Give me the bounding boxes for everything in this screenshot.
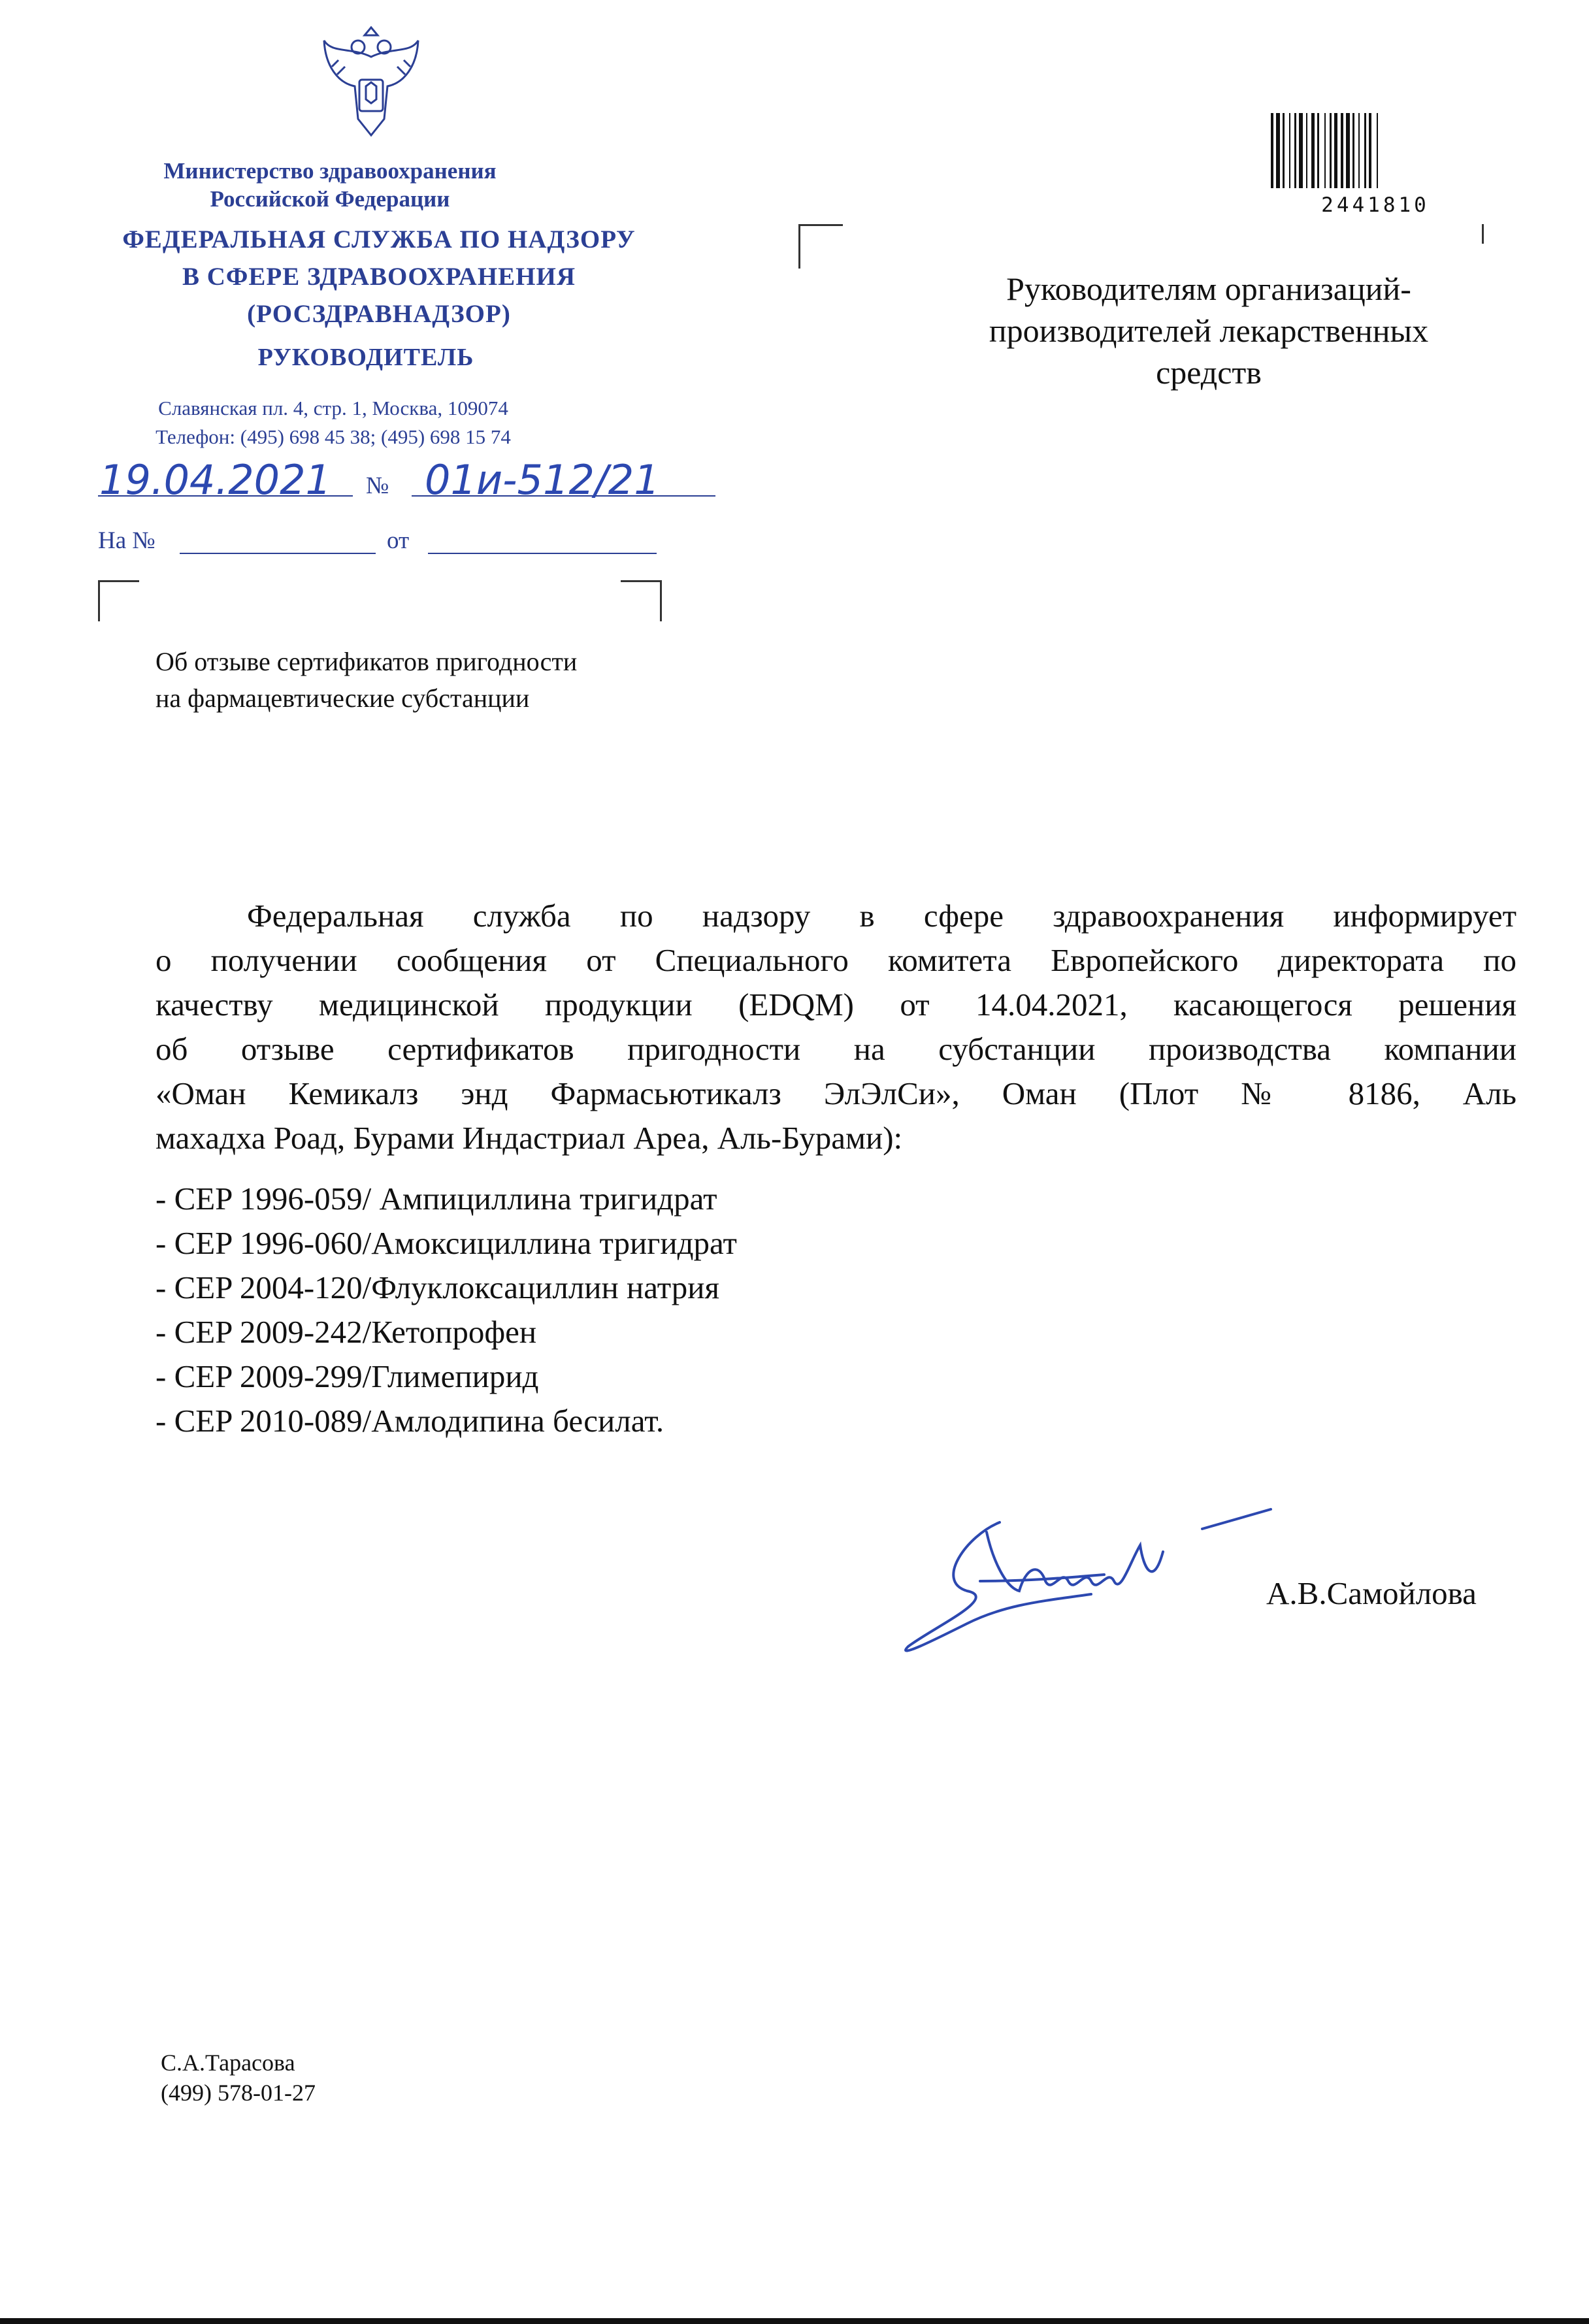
address: Славянская пл. 4, стр. 1, Москва, 109074 <box>158 397 508 419</box>
body-line: махадха Роад, Бурами Индастриал Ареа, Аль-Бурами): <box>156 1120 903 1156</box>
service-line: (РОСЗДРАВНАДЗОР) <box>247 300 511 328</box>
reply-label: На № <box>98 527 156 554</box>
list-item: - CEP 2009-242/Кетопрофен <box>156 1314 537 1350</box>
service-line: ФЕДЕРАЛЬНАЯ СЛУЖБА ПО НАДЗОРУ <box>122 225 636 254</box>
ministry-line: Российской Федерации <box>210 186 450 212</box>
subject-line: на фармацевтические субстанции <box>156 683 530 713</box>
registration-number: 01и-512/21 <box>425 456 660 504</box>
executor <box>161 2048 316 2108</box>
corner-mark <box>621 580 662 621</box>
signatory-name: А.В.Самойлова <box>1266 1575 1477 1611</box>
barcode-bar <box>1283 113 1285 188</box>
body-line: о получении сообщения от Специального комитета Европейского директората по <box>156 942 1516 978</box>
barcode-bar <box>1299 113 1303 188</box>
list-item: - CEP 1996-060/Амоксициллина тригидрат <box>156 1225 737 1261</box>
barcode-bar <box>1294 113 1296 188</box>
contact-block <box>98 394 568 451</box>
barcode-bar <box>1324 113 1326 188</box>
barcode-bar <box>1334 113 1337 188</box>
addressee <box>928 268 1490 393</box>
subject-line: Об отзыве сертификатов пригодности <box>156 647 578 676</box>
number-sign: № <box>366 472 389 499</box>
addressee-line: производителей лекарственных <box>989 312 1429 349</box>
list-item: - CEP 2010-089/Амлодипина бесилат. <box>156 1403 664 1439</box>
barcode-bar <box>1346 113 1350 188</box>
list-item: - CEP 2004-120/Флуклоксациллин натрия <box>156 1269 719 1305</box>
reply-number-field <box>180 553 376 554</box>
letter-body <box>156 894 1516 1160</box>
list-item: - CEP 1996-059/ Ампициллина тригидрат <box>156 1181 717 1217</box>
registration-date: 19.04.2021 <box>99 456 331 504</box>
scan-edge <box>0 2318 1589 2324</box>
executor-name: С.А.Тарасова <box>161 2050 295 2076</box>
corner-mark <box>1443 224 1484 244</box>
head-title: РУКОВОДИТЕЛЬ <box>257 344 474 371</box>
body-line: Федеральная служба по надзору в сфере здравоохранения информирует <box>247 898 1516 934</box>
barcode-icon <box>1271 113 1473 198</box>
barcode-bar <box>1289 113 1290 188</box>
ministry-line: Министерство здравоохранения <box>163 158 497 184</box>
barcode-number: 2441810 <box>1321 193 1430 217</box>
barcode-bar <box>1306 113 1307 188</box>
subject <box>156 644 577 717</box>
corner-mark <box>798 224 843 269</box>
certificate-list <box>156 1177 737 1443</box>
service-name <box>39 221 719 333</box>
body-line: об отзыве сертификатов пригодности на субстанции производства компании <box>156 1031 1516 1067</box>
service-line: В СФЕРЕ ЗДРАВООХРАНЕНИЯ <box>182 263 576 291</box>
barcode-bar <box>1364 113 1366 188</box>
barcode-bar <box>1311 113 1315 188</box>
barcode-bar <box>1358 113 1360 188</box>
barcode-bar <box>1352 113 1354 188</box>
addressee-line: средств <box>1156 354 1262 391</box>
body-line: качеству медицинской продукции (EDQM) от 14.04.2021, касающегося решения <box>156 987 1516 1023</box>
barcode-bar <box>1341 113 1343 188</box>
barcode-bar <box>1377 113 1378 188</box>
coat-of-arms-icon <box>319 21 423 142</box>
body-line: «Оман Кемикалз энд Фармасьютикалз ЭлЭлСи», Оман (Плот № 8186, Аль <box>156 1075 1516 1111</box>
barcode-bar <box>1369 113 1371 188</box>
corner-mark <box>98 580 139 621</box>
barcode-bar <box>1271 113 1273 188</box>
addressee-line: Руководителям организаций- <box>1006 270 1411 307</box>
from-label: от <box>387 527 410 554</box>
phone: Телефон: (495) 698 45 38; (495) 698 15 74 <box>156 425 511 448</box>
ministry-name <box>98 157 562 213</box>
reply-date-field <box>428 553 657 554</box>
barcode-bar <box>1317 113 1319 188</box>
signature-icon <box>895 1483 1281 1660</box>
barcode-bar <box>1276 113 1280 188</box>
executor-phone: (499) 578-01-27 <box>161 2080 316 2106</box>
barcode-bar <box>1330 113 1332 188</box>
list-item: - CEP 2009-299/Глимепирид <box>156 1358 539 1394</box>
